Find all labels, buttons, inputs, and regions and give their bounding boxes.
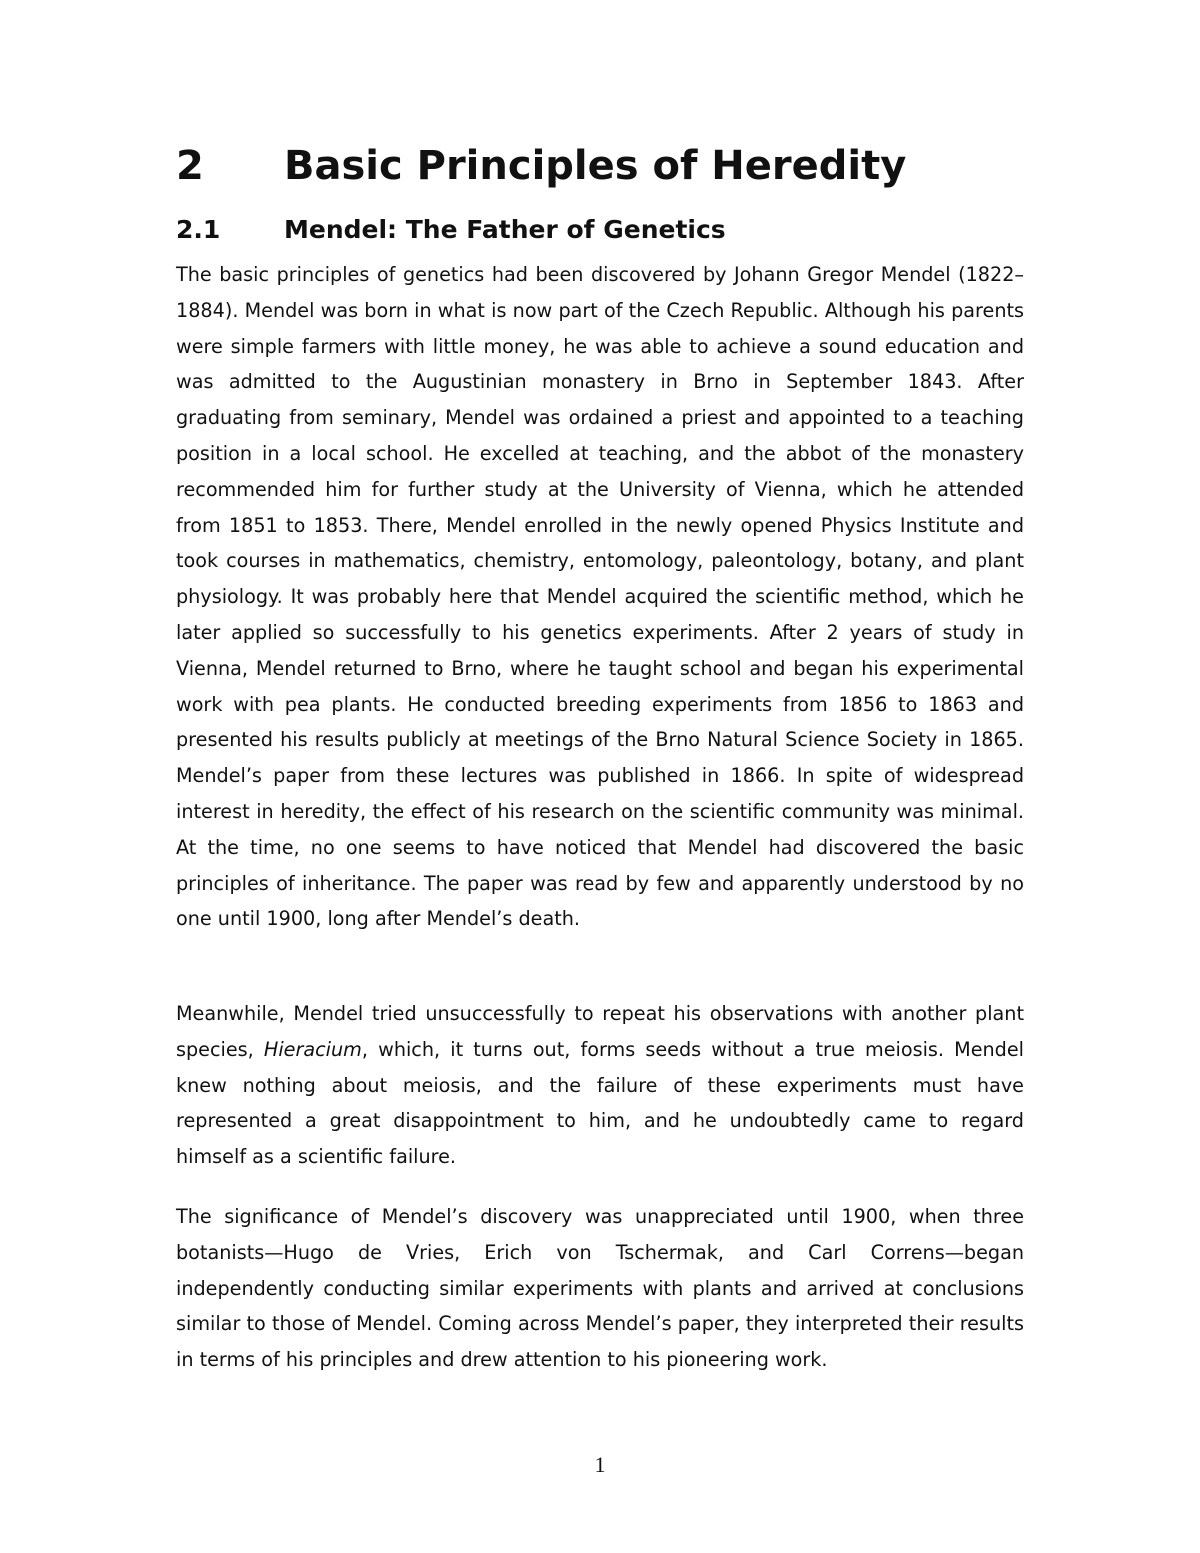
chapter-number: 2 [176, 143, 204, 189]
paragraph-1: The basic principles of genetics had been discovered by Johann Gregor Mendel (1822–1884). Mendel was born in what is now part of the Czech Republic. Although his parents were simple farmers with little money, he was able to achieve a sound education and was admitted to the Augustinian monastery in Brno in September 1843. After graduating from seminary, Mendel was ordained a priest and appointed to a teaching position in a local school. He excelled at teaching, and the abbot of the monastery recommended him for further study at the University of Vienna, which he attended from 1851 to 1853. There, Mendel enrolled in the newly opened Physics Institute and took courses in mathematics, chemistry, entomology, paleontology, botany, and plant physiology. It was probably here that Mendel acquired the scientific method, which he later applied so successfully to his genetics experiments. After 2 years of study in Vienna, Mendel returned to Brno, where he taught school and began his experimental work with pea plants. He conducted breeding experiments from 1856 to 1863 and presented his results publicly at meetings of the Brno Natural Science Society in 1865. Mendel’s paper from these lectures was published in 1866. In spite of widespread interest in heredity, the effect of his research on the scientific community was minimal. At the time, no one seems to have noticed that Mendel had discovered the basic principles of inheritance. The paper was read by few and apparently understood by no one until 1900, long after Mendel’s death. [176, 263, 1024, 931]
section-title: Mendel: The Father of Genetics [284, 215, 726, 244]
paragraph-3: The significance of Mendel’s discovery was unappreciated until 1900, when three botanists—Hugo de Vries, Erich von Tschermak, and Carl Correns—began independently conducting similar experiments with plants and arrived at conclusions similar to those of Mendel. Coming across Mendel’s paper, they interpreted their results in terms of his principles and drew attention to his pioneering work. [176, 1205, 1024, 1372]
section-number: 2.1 [176, 215, 221, 244]
paragraph-2-text-end: , which, it turns out, forms seeds without a true meiosis. Mendel knew nothing about meiosis, and the failure of these experiments must have represented a great disappointment to him, and he undoubtedly came to regard himself as a scientific failure. [176, 1037, 1024, 1169]
page-number: 1 [594, 1452, 606, 1477]
section-heading [176, 212, 1024, 248]
paragraph-2 [176, 996, 1024, 1175]
chapter-heading [176, 140, 1024, 192]
chapter-title: Basic Principles of Heredity [284, 143, 907, 189]
species-name-italic: Hieracium [263, 1037, 362, 1061]
paragraph-2-text-start: Meanwhile, Mendel tried unsuccessfully to repeat his observations with another plant species, [176, 1002, 1024, 1061]
